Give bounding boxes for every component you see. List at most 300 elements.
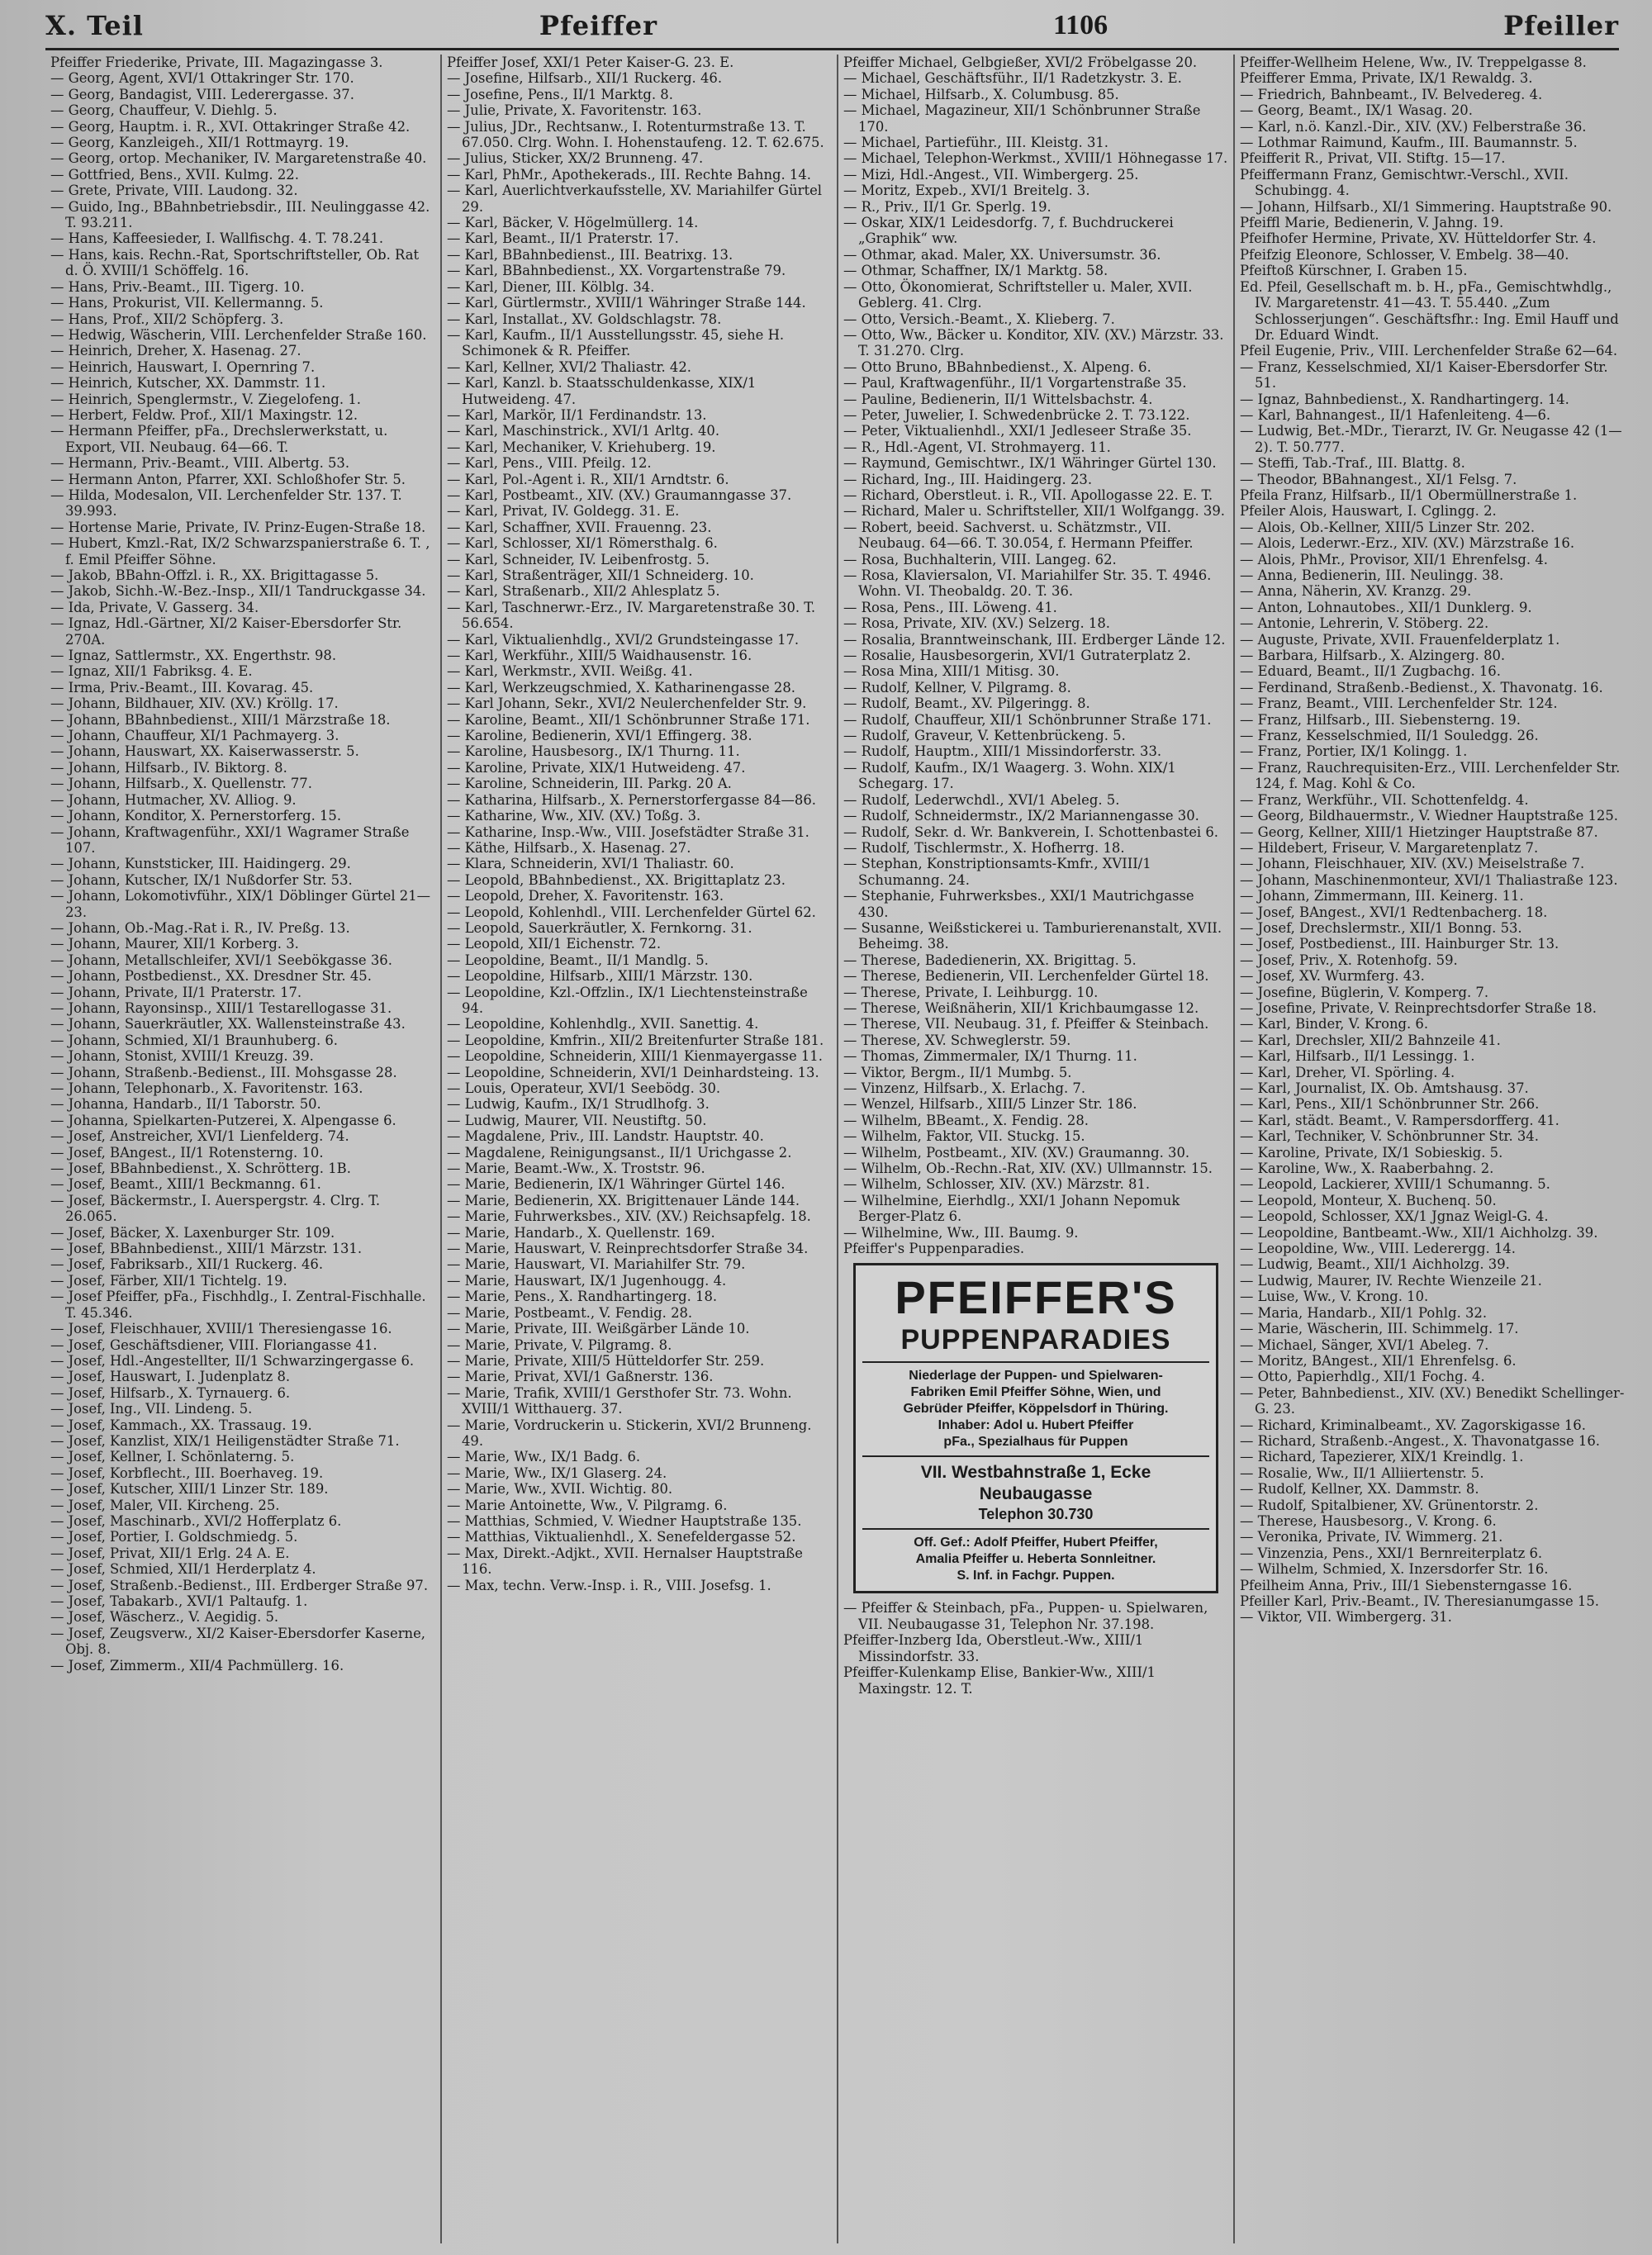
directory-entry: — Karl, Gürtlermstr., XVIII/1 Währinger Straße 144. (447, 295, 806, 311)
directory-entry: — Georg, Hauptm. i. R., XVI. Ottakringer Straße 42. (50, 118, 411, 135)
directory-entry: — Karl, Dreher, VI. Spörling. 4. (1240, 1064, 1455, 1080)
directory-entry: — Johann, Postbedienst., XX. Dresdner Str. 45. (50, 968, 372, 985)
directory-entry: — Hans, Prokurist, VII. Kellermanng. 5. (50, 295, 324, 311)
directory-entry: — Johann, Telephonarb., X. Favoritenstr. 163. (50, 1080, 363, 1096)
directory-entry: — Josef, Kellner, I. Schönlaterng. 5. (50, 1449, 295, 1465)
directory-entry: — Luise, Ww., V. Krong. 10. (1240, 1289, 1429, 1305)
directory-entry: — Othmar, Schaffner, IX/1 Marktg. 58. (843, 263, 1108, 279)
directory-entry: — Thomas, Zimmermaler, IX/1 Thurng. 11. (843, 1048, 1137, 1065)
directory-entry: Pfeiffer Michael, Gelbgießer, XVI/2 Fröbelgasse 20. (843, 55, 1198, 70)
directory-entry: — Julius, Sticker, XX/2 Brunneng. 47. (447, 150, 704, 167)
directory-entry: — Anton, Lohnautobes., XII/1 Dunklerg. 9. (1240, 599, 1532, 615)
directory-entry: — Mizi, Hdl.-Angest., VII. Wimbergerg. 25. (843, 166, 1139, 183)
directory-entry: — Leopoldine, Kmfrin., XII/2 Breitenfurter Straße 181. (447, 1032, 824, 1048)
directory-entry: — Josef, BAngest., XVI/1 Redtenbacherg. 18. (1240, 904, 1548, 920)
directory-entry: — Karoline, Ww., X. Raaberbahng. 2. (1240, 1161, 1494, 1177)
ad-line-3: Gebrüder Pfeiffer, Köppelsdorf in Thüring. (903, 1402, 1169, 1417)
directory-entry: — Josef, BBahnbedienst., XIII/1 Märzstr. 131. (50, 1241, 363, 1257)
directory-entry: — Johann, Straßenb.-Bedienst., III. Mohsgasse 28. (50, 1064, 397, 1080)
directory-entry: — Max, techn. Verw.-Insp. i. R., VIII. Josefsg. 1. (447, 1577, 771, 1593)
directory-entry: — Rudolf, Kellner, XX. Dammstr. 8. (1240, 1481, 1479, 1498)
directory-entry: — Therese, VII. Neubaug. 31, f. Pfeiffer & Steinbach. (843, 1016, 1209, 1033)
directory-entry: — Ignaz, Hdl.-Gärtner, XI/2 Kaiser-Ebersdorfer Str. 270A. (50, 615, 402, 648)
directory-entry: — Robert, beeid. Sachverst. u. Schätzmstr., VII. Neubaug. 64—66. T. 30.054, f. Hermann Pfeiffer. (843, 519, 1194, 552)
directory-entry: — Karl, Auerlichtverkaufsstelle, XV. Mariahilfer Gürtel 29. (447, 183, 823, 215)
directory-entry: — Johann, BBahnbedienst., XIII/1 Märzstraße 18. (50, 711, 391, 728)
directory-entry: — Karl, Techniker, V. Schönbrunner Str. 34. (1240, 1128, 1539, 1145)
directory-entry: — Karl, Maschinstrick., XVI/1 Arltg. 40. (447, 423, 720, 439)
column-3-after-ad (843, 1600, 1228, 1696)
directory-entry: — Johann, Schmied, XI/1 Braunhuberg. 6. (50, 1032, 339, 1048)
directory-entry: — Leopold, Sauerkräutler, X. Fernkorng. 31. (447, 919, 752, 936)
directory-entry: — Franz, Beamt., VIII. Lerchenfelder Str. 124. (1240, 695, 1558, 712)
directory-entry: — Marie Antoinette, Ww., V. Pilgramg. 6. (447, 1497, 728, 1513)
directory-entry: — Barbara, Hilfsarb., X. Alzingerg. 80. (1240, 648, 1506, 664)
directory-entry: — Vinzenzia, Pens., XXI/1 Bernreiterplatz 6. (1240, 1545, 1543, 1561)
directory-entry: — Josef, Anstreicher, XVI/1 Lienfelderg. 74. (50, 1128, 349, 1145)
column-3-entries (843, 55, 1228, 1256)
directory-entry: — Leopold, Lackierer, XVIII/1 Schumanng. 5. (1240, 1176, 1550, 1193)
directory-entry: — Paul, Kraftwagenführ., II/1 Vorgartenstraße 35. (843, 375, 1187, 392)
directory-entry: — Therese, Private, I. Leihburgg. 10. (843, 984, 1099, 1000)
directory-entry: — Moritz, Expeb., XVI/1 Breitelg. 3. (843, 183, 1090, 199)
ad-line-2: Fabriken Emil Pfeiffer Söhne, Wien, und (910, 1385, 1161, 1400)
directory-entry: — Karl, Hilfsarb., II/1 Lessingg. 1. (1240, 1048, 1475, 1065)
directory-entry: — Hans, kais. Rechn.-Rat, Sportschriftsteller, Ob. Rat d. Ö. XVIII/1 Schöffelg. 16. (50, 246, 420, 279)
directory-entry: — Heinrich, Kutscher, XX. Dammstr. 11. (50, 375, 326, 392)
directory-entry: — Josefine, Hilfsarb., XII/1 Ruckerg. 46. (447, 70, 723, 87)
directory-entry: — Karl, Werkmstr., XVII. Weißg. 41. (447, 663, 693, 680)
directory-entry: — Rosa, Private, XIV. (XV.) Selzerg. 18. (843, 615, 1110, 632)
directory-entry: — Ludwig, Maurer, VII. Neustiftg. 50. (447, 1112, 707, 1128)
header-rule (45, 48, 1619, 50)
directory-entry: — Johann, Lokomotivführ., XIX/1 Döblinger Gürtel 21—23. (50, 888, 431, 920)
directory-entry: — Josef, Straßenb.-Bedienst., III. Erdberger Straße 97. (50, 1577, 429, 1593)
directory-entry: — Ludwig, Maurer, IV. Rechte Wienzeile 21. (1240, 1272, 1542, 1289)
directory-entry: — Josef, Fabriksarb., XII/1 Ruckerg. 46. (50, 1256, 324, 1273)
directory-entry: — Leopoldine, Hilfsarb., XIII/1 Märzstr. 130. (447, 968, 753, 985)
ad-owners-3: S. Inf. in Fachgr. Puppen. (957, 1569, 1115, 1583)
ad-line-5: pFa., Spezialhaus für Puppen (943, 1435, 1128, 1450)
directory-entry: — Hans, Prof., XII/2 Schöpferg. 3. (50, 311, 284, 327)
directory-entry: — Grete, Private, VIII. Laudong. 32. (50, 183, 298, 199)
directory-entry: — Marie, Bedienerin, IX/1 Währinger Gürtel 146. (447, 1176, 786, 1193)
directory-entry: — Wilhelm, BBeamt., X. Fendig. 28. (843, 1112, 1089, 1128)
directory-entry: — Rudolf, Hauptm., XIII/1 Missindorferstr. 33. (843, 743, 1162, 760)
directory-entry: — Magdalene, Reinigungsanst., II/1 Urichgasse 2. (447, 1144, 792, 1161)
directory-entry: — Karl, BBahnbedienst., XX. Vorgartenstraße 79. (447, 263, 786, 279)
directory-entry: — Josef, Bäcker, X. Laxenburger Str. 109. (50, 1224, 335, 1241)
directory-entry: — Karl, Privat, IV. Goldegg. 31. E. (447, 503, 680, 520)
directory-entry: — Julius, JDr., Rechtsanw., I. Rotenturmstraße 13. T. 67.050. Clrg. Wohn. I. Hohenstaufeng. 12. T. 62.675. (447, 118, 824, 151)
directory-entry: — Richard, Tapezierer, XIX/1 Kreindlg. 1. (1240, 1449, 1524, 1465)
directory-entry: — Johanna, Spielkarten-Putzerei, X. Alpengasse 6. (50, 1112, 396, 1128)
column-2 (442, 55, 838, 2243)
directory-entry: — Karoline, Private, IX/1 Sobieskig. 5. (1240, 1144, 1503, 1161)
page-number: 1106 (1052, 10, 1108, 40)
directory-entry: — Johann, Hilfsarb., X. Quellenstr. 77. (50, 776, 312, 792)
directory-entry: — Hans, Priv.-Beamt., III. Tigerg. 10. (50, 278, 305, 295)
directory-entry: — Veronika, Private, IV. Wimmerg. 21. (1240, 1529, 1503, 1545)
directory-entry: — Karl, Drechsler, XII/2 Bahnzeile 41. (1240, 1032, 1501, 1048)
directory-entry: — Katharina, Hilfsarb., X. Pernerstorfergasse 84—86. (447, 791, 816, 808)
directory-entry: — Irma, Priv.-Beamt., III. Kovarag. 45. (50, 679, 314, 695)
directory-entry: — Josef, Hdl.-Angestellter, II/1 Schwarzingergasse 6. (50, 1352, 415, 1369)
directory-entry: — Karl, Schlosser, XI/1 Römersthalg. 6. (447, 535, 718, 552)
header-keyword-right: Pfeiller (1503, 10, 1619, 41)
directory-entry: — Rudolf, Lederwchdl., XVI/1 Abeleg. 5. (843, 791, 1120, 808)
directory-entry: — Marie, Private, V. Pilgramg. 8. (447, 1336, 672, 1353)
page-header (45, 7, 1619, 45)
directory-entry: — Karl, Pens., VIII. Pfeilg. 12. (447, 455, 652, 472)
directory-entry: — Marie, Ww., IX/1 Badg. 6. (447, 1449, 641, 1465)
directory-entry: — Karl, Markör, II/1 Ferdinandstr. 13. (447, 406, 707, 423)
directory-entry: — Wilhelm, Postbeamt., XIV. (XV.) Graumanng. 30. (843, 1144, 1190, 1161)
directory-entry: — Rudolf, Schneidermstr., IX/2 Mariannengasse 30. (843, 808, 1199, 824)
directory-entry: — Josef, BBahnbedienst., X. Schrötterg. 1B. (50, 1161, 351, 1177)
directory-entry: — Otto Bruno, BBahnbedienst., X. Alpeng. 6. (843, 358, 1151, 375)
directory-entry: — Johann, Kunststicker, III. Haidingerg. 29. (50, 856, 351, 872)
directory-entry: Pfeiffer-Wellheim Helene, Ww., IV. Treppelgasse 8. (1240, 55, 1587, 70)
directory-entry: Pfeilheim Anna, Priv., III/1 Siebensterngasse 16. (1240, 1577, 1573, 1593)
directory-entry: — Marie, Wäscherin, III. Schimmelg. 17. (1240, 1321, 1519, 1337)
directory-entry: — Maria, Handarb., XII/1 Pohlg. 32. (1240, 1304, 1488, 1321)
directory-entry: — Ignaz, Sattlermstr., XX. Engerthstr. 98. (50, 648, 337, 664)
directory-entry: — Johann, Metallschleifer, XVI/1 Seebökgasse 36. (50, 952, 392, 968)
directory-entry: — Josef, Zimmerm., XII/4 Pachmüllerg. 16. (50, 1657, 344, 1673)
directory-entry: — Michael, Hilfsarb., X. Columbusg. 85. (843, 86, 1119, 102)
directory-entry: — Marie, Vordruckerin u. Stickerin, XVI/2 Brunneng. 49. (447, 1417, 812, 1449)
directory-entry: — Therese, Hausbesorg., V. Krong. 6. (1240, 1512, 1497, 1529)
directory-entry: Pfeifzig Eleonore, Schlosser, V. Embelg. 38—40. (1240, 246, 1569, 263)
directory-entry: — Johann, Ob.-Mag.-Rat i. R., IV. Preßg. 13. (50, 919, 350, 936)
directory-entry: Pfeiller Karl, Priv.-Beamt., IV. Theresianumgasse 15. (1240, 1593, 1599, 1609)
directory-entry: — Rudolf, Chauffeur, XII/1 Schönbrunner Straße 171. (843, 711, 1212, 728)
directory-entry: — Johann, Kraftwagenführ., XXI/1 Wagramer Straße 107. (50, 824, 410, 856)
ad-owners-2: Amalia Pfeiffer u. Heberta Sonnleitner. (915, 1552, 1156, 1567)
directory-entry: — Karl, Kellner, XVI/2 Thaliastr. 42. (447, 358, 691, 375)
directory-entry: — Leopold, Schlosser, XX/1 Jgnaz Weigl-G. 4. (1240, 1208, 1549, 1225)
directory-entry: — Karl, Werkzeugschmied, X. Katharinengasse 28. (447, 679, 795, 695)
directory-entry: — Karl, BBahnbedienst., III. Beatrixg. 13. (447, 246, 733, 263)
directory-entry: — Georg, Bildhauermstr., V. Wiedner Hauptstraße 125. (1240, 808, 1618, 824)
directory-entry: — Raymund, Gemischtwr., IX/1 Währinger Gürtel 130. (843, 455, 1217, 472)
directory-entry: — Michael, Partieführ., III. Kleistg. 31. (843, 135, 1109, 151)
directory-entry: — Richard, Maler u. Schriftsteller, XII/1 Wolfgangg. 39. (843, 503, 1225, 520)
directory-entry: — Therese, Badedienerin, XX. Brigittag. 5. (843, 952, 1137, 968)
directory-entry: — Karl, Bäcker, V. Högelmüllerg. 14. (447, 215, 699, 231)
directory-entry: — Friedrich, Bahnbeamt., IV. Belvedereg. 4. (1240, 86, 1543, 102)
directory-entry: — Rosa, Buchhalterin, VIII. Langeg. 62. (843, 551, 1117, 567)
directory-entry: — Karoline, Private, XIX/1 Hutweideng. 47. (447, 759, 746, 776)
directory-entry: — Karl, Straßenträger, XII/1 Schneiderg. 10. (447, 567, 754, 583)
directory-entry: — Karl, Pol.-Agent i. R., XII/1 Arndtstr. 6. (447, 471, 729, 487)
ad-divider (862, 1361, 1209, 1363)
directory-entry: — Josef, Korbflecht., III. Boerhaveg. 19. (50, 1465, 324, 1481)
directory-entry: — Johann, Bildhauer, XIV. (XV.) Kröllg. 17. (50, 695, 339, 712)
directory-entry: — Josef, Tabakarb., XVI/1 Paltaufg. 1. (50, 1593, 308, 1609)
directory-entry: — Josefine, Büglerin, V. Komperg. 7. (1240, 984, 1489, 1000)
directory-entry: — Josef Pfeiffer, pFa., Fischhdlg., I. Zentral-Fischhalle. T. 45.346. (50, 1289, 426, 1321)
directory-entry: — Jakob, BBahn-Offzl. i. R., XX. Brigittagasse 5. (50, 567, 379, 583)
directory-entry: — Michael, Geschäftsführ., II/1 Radetzkystr. 3. E. (843, 70, 1182, 87)
directory-entry: — Josef, Bäckermstr., I. Auerspergstr. 4. Clrg. T. 26.065. (50, 1192, 381, 1225)
directory-entry: — Johann, Stonist, XVIII/1 Kreuzg. 39. (50, 1048, 314, 1065)
directory-entry: — Richard, Oberstleut. i. R., VII. Apollogasse 22. E. T. (843, 487, 1213, 503)
directory-entry: — Otto, Ökonomierat, Schriftsteller u. Maler, XVII. Geblerg. 41. Clrg. (843, 278, 1193, 311)
ad-line-4: Inhaber: Adol u. Hubert Pfeiffer (938, 1418, 1134, 1433)
directory-entry: — Rudolf, Kellner, V. Pilgramg. 8. (843, 679, 1071, 695)
directory-entry: — Josef, Drechslermstr., XII/1 Bonng. 53. (1240, 919, 1522, 936)
directory-entry: — Karl, Installat., XV. Goldschlagstr. 78. (447, 311, 722, 327)
directory-entry: — Pfeiffer & Steinbach, pFa., Puppen- u. Spielwaren, VII. Neubaugasse 31, Telephon Nr. 37.198. (843, 1600, 1208, 1632)
directory-entry: — Hedwig, Wäscherin, VIII. Lerchenfelder Straße 160. (50, 326, 427, 343)
directory-entry: — Ignaz, Bahnbedienst., X. Randhartingerg. 14. (1240, 391, 1569, 407)
directory-entry: — Josef, Kutscher, XIII/1 Linzer Str. 189. (50, 1481, 329, 1498)
directory-entry: — Moritz, BAngest., XII/1 Ehrenfelsg. 6. (1240, 1352, 1517, 1369)
directory-entry: — Leopoldine, Schneiderin, XVI/1 Deinhardsteing. 13. (447, 1064, 819, 1080)
directory-entry: — Johann, Hilfsarb., IV. Biktorg. 8. (50, 759, 287, 776)
directory-entry: — Franz, Hilfsarb., III. Siebensterng. 19. (1240, 711, 1521, 728)
directory-entry: — Richard, Ing., III. Haidingerg. 23. (843, 471, 1093, 487)
ad-line-1: Niederlage der Puppen- und Spielwaren- (909, 1369, 1163, 1384)
directory-entry: — Rudolf, Sekr. d. Wr. Bankverein, I. Schottenbastei 6. (843, 824, 1219, 840)
directory-entry: — Johann, Maurer, XII/1 Korberg. 3. (50, 936, 299, 952)
directory-entry: Pfeiffer's Puppenparadies. (843, 1241, 1025, 1257)
directory-entry: — Leopold, Kohlenhdl., VIII. Lerchenfelder Gürtel 62. (447, 904, 816, 920)
directory-entry: — Josef, Portier, I. Goldschmiedg. 5. (50, 1529, 298, 1545)
directory-entry: — Karl, PhMr., Apothekerads., III. Rechte Bahng. 14. (447, 166, 811, 183)
directory-entry: — Wilhelm, Ob.-Rechn.-Rat, XIV. (XV.) Ullmannstr. 15. (843, 1161, 1213, 1177)
directory-entry: — Rudolf, Graveur, V. Kettenbrückeng. 5. (843, 728, 1126, 744)
directory-entry: — Otto, Papierhdlg., XII/1 Fochg. 4. (1240, 1369, 1485, 1385)
directory-entry: — Rudolf, Spitalbiener, XV. Grünentorstr. 2. (1240, 1497, 1539, 1513)
directory-entry: — Georg, Kanzleigeh., XII/1 Rottmayrg. 19. (50, 135, 349, 151)
directory-entry: — Leopoldine, Schneiderin, XIII/1 Kienmayergasse 11. (447, 1048, 823, 1065)
directory-entry: — Franz, Kesselschmied, II/1 Souledgg. 26. (1240, 728, 1539, 744)
directory-entry: — Karoline, Beamt., XII/1 Schönbrunner Straße 171. (447, 711, 810, 728)
directory-entry: — Marie, Ww., IX/1 Glaserg. 24. (447, 1465, 667, 1481)
directory-entry: — Marie, Bedienerin, XX. Brigittenauer Lände 144. (447, 1192, 800, 1208)
ad-owners-1: Off. Gef.: Adolf Pfeiffer, Hubert Pfeiffer, (914, 1536, 1158, 1550)
columns (45, 55, 1631, 2243)
directory-entry: — Alois, PhMr., Provisor, XII/1 Ehrenfelsg. 4. (1240, 551, 1548, 567)
directory-entry: — Josef, Maschinarb., XVI/2 Hofferplatz 6. (50, 1512, 342, 1529)
ad-divider-3 (862, 1528, 1209, 1530)
directory-entry: — Lothmar Raimund, Kaufm., III. Baumannstr. 5. (1240, 135, 1578, 151)
directory-entry: — Rosalie, Ww., II/1 Alliiertenstr. 5. (1240, 1465, 1484, 1481)
directory-entry: Ed. Pfeil, Gesellschaft m. b. H., pFa., Gemischtwhdlg., IV. Margaretenstr. 41—43. T. 55.440. „Zum Schlosserjungen“. Geschäftsfhr.: Ing. Emil Hauff und Dr. Eduard Windt. (1240, 278, 1619, 343)
directory-entry: — Leopoldine, Ww., VIII. Lederergg. 14. (1240, 1241, 1516, 1257)
directory-entry: — Matthias, Viktualienhdl., X. Senefeldergasse 52. (447, 1529, 796, 1545)
directory-entry: Pfeiffer-Inzberg Ida, Oberstleut.-Ww., XIII/1 Missindorfstr. 33. (843, 1632, 1144, 1664)
directory-entry: — Katharine, Ww., XIV. (XV.) Toßg. 3. (447, 808, 701, 824)
directory-entry: — Josef, Geschäftsdiener, VIII. Floriangasse 41. (50, 1336, 377, 1353)
directory-entry: — Marie, Privat, XVI/1 Gaßnerstr. 136. (447, 1369, 714, 1385)
directory-entry: — Vinzenz, Hilfsarb., X. Erlachg. 7. (843, 1080, 1086, 1096)
directory-entry: — Marie, Beamt.-Ww., X. Troststr. 96. (447, 1161, 705, 1177)
directory-entry: — Herbert, Feldw. Prof., XII/1 Maxingstr. 12. (50, 406, 358, 423)
directory-entry: — Leopold, BBahnbedienst., XX. Brigittaplatz 23. (447, 871, 786, 888)
directory-entry: — Johann, Private, II/1 Praterstr. 17. (50, 984, 302, 1000)
directory-entry: Pfeifferer Emma, Private, IX/1 Rewaldg. 3. (1240, 70, 1533, 87)
directory-entry: — Stephanie, Fuhrwerksbes., XXI/1 Mautrichgasse 430. (843, 888, 1194, 920)
directory-entry: — Karl, Diener, III. Kölblg. 34. (447, 278, 655, 295)
directory-entry: — Karl, Journalist, IX. Ob. Amtshausg. 37. (1240, 1080, 1529, 1096)
directory-entry: — Ignaz, XII/1 Fabriksg. 4. E. (50, 663, 253, 680)
directory-entry: — Josefine, Pens., II/1 Marktg. 8. (447, 86, 673, 102)
directory-entry: — Therese, Weißnäherin, XII/1 Krichbaumgasse 12. (843, 999, 1199, 1016)
directory-entry: — Karl, Kaufm., II/1 Ausstellungsstr. 45, siehe H. Schimonek & R. Pfeiffer. (447, 326, 785, 359)
directory-entry: — Marie, Hauswart, VI. Mariahilfer Str. 79. (447, 1256, 746, 1273)
directory-entry: — R., Priv., II/1 Gr. Sperlg. 19. (843, 198, 1051, 215)
directory-entry: — Josef, Kammach., XX. Trassaug. 19. (50, 1417, 312, 1433)
directory-entry: — Richard, Kriminalbeamt., XV. Zagorskigasse 16. (1240, 1417, 1586, 1433)
directory-entry: — Karl, Beamt., II/1 Praterstr. 17. (447, 230, 679, 247)
directory-entry: — Rosalia, Branntweinschank, III. Erdberger Lände 12. (843, 631, 1226, 648)
directory-entry: — Franz, Werkführ., VII. Schottenfeldg. 4. (1240, 791, 1529, 808)
directory-entry: — Franz, Rauchrequisiten-Erz., VIII. Lerchenfelder Str. 124, f. Mag. Kohl & Co. (1240, 759, 1621, 792)
directory-entry: — Franz, Portier, IX/1 Kolingg. 1. (1240, 743, 1468, 760)
directory-entry: — Rosa, Klaviersalon, VI. Mariahilfer Str. 35. T. 4946. Wohn. VI. Theobaldg. 20. T. 36. (843, 567, 1212, 600)
directory-entry: — Viktor, Bergm., II/1 Mumbg. 5. (843, 1064, 1072, 1080)
directory-entry: — Karl, Viktualienhdlg., XVI/2 Grundsteingasse 17. (447, 631, 800, 648)
directory-entry: — Pauline, Bedienerin, II/1 Wittelsbachstr. 4. (843, 391, 1153, 407)
directory-entry: — Josef, Hilfsarb., X. Tyrnauerg. 6. (50, 1384, 291, 1401)
directory-entry: — Johann, Rayonsinsp., XIII/1 Testarellogasse 31. (50, 999, 392, 1016)
directory-entry: — Michael, Magazineur, XII/1 Schönbrunner Straße 170. (843, 102, 1201, 135)
directory-entry: — Josef, BAngest., II/1 Rotensterng. 10. (50, 1144, 324, 1161)
directory-entry: — Peter, Viktualienhdl., XXI/1 Jedleseer Straße 35. (843, 423, 1192, 439)
ad-title: PFEIFFER'S (895, 1271, 1177, 1324)
ad-divider-2 (862, 1455, 1209, 1457)
directory-entry: — Therese, XV. Schweglerstr. 59. (843, 1032, 1071, 1048)
directory-entry: Pfeiffer Josef, XXI/1 Peter Kaiser-G. 23. E. (447, 55, 734, 70)
directory-entry: — Josef, Maler, VII. Kircheng. 25. (50, 1497, 280, 1513)
directory-entry: — Georg, Kellner, XIII/1 Hietzinger Hauptstraße 87. (1240, 824, 1598, 840)
directory-entry: — Karl, Kanzl. b. Staatsschuldenkasse, XIX/1 Hutweideng. 47. (447, 375, 757, 407)
directory-entry: — Marie, Trafik, XVIII/1 Gersthofer Str. 73. Wohn. XVIII/1 Witthauerg. 37. (447, 1384, 792, 1417)
directory-entry: — Wilhelm, Schmied, X. Inzersdorfer Str. 16. (1240, 1561, 1549, 1578)
directory-entry: — Josef, Schmied, XII/1 Herderplatz 4. (50, 1561, 316, 1578)
directory-entry: — Richard, Straßenb.-Angest., X. Thavonatgasse 16. (1240, 1432, 1600, 1449)
directory-entry: — Hermann, Priv.-Beamt., VIII. Albertg. 53. (50, 455, 350, 472)
directory-entry: Pfeiftoß Kürschner, I. Graben 15. (1240, 263, 1468, 279)
directory-entry: — Peter, Juwelier, I. Schwedenbrücke 2. T. 73.122. (843, 406, 1190, 423)
directory-entry: — Marie, Private, III. Weißgärber Lände 10. (447, 1321, 750, 1337)
directory-entry: Pfeil Eugenie, Priv., VIII. Lerchenfelder Straße 62—64. (1240, 343, 1618, 359)
directory-entry: — Leopoldine, Kohlenhdlg., XVII. Sanettig. 4. (447, 1016, 759, 1033)
directory-entry: — Käthe, Hilfsarb., X. Hasenag. 27. (447, 839, 691, 856)
directory-entry: — Marie, Hauswart, V. Reinprechtsdorfer Straße 34. (447, 1241, 809, 1257)
directory-entry: — Hubert, Kmzl.-Rat, IX/2 Schwarzspanierstraße 6. T. , f. Emil Pfeiffer Söhne. (50, 535, 430, 567)
directory-entry: — Eduard, Beamt., II/1 Zugbachg. 16. (1240, 663, 1501, 680)
directory-entry: — Johann, Zimmermann, III. Keinerg. 11. (1240, 888, 1524, 904)
column-3 (838, 55, 1235, 2243)
section-label: X. Teil (45, 10, 144, 41)
directory-entry: — Leopoldine, Beamt., II/1 Mandlg. 5. (447, 952, 709, 968)
directory-entry: — Theodor, BBahnangest., XI/1 Felsg. 7. (1240, 471, 1517, 487)
directory-entry: — Karl, Werkführ., XIII/5 Waidhausenstr. 16. (447, 648, 752, 664)
directory-entry: — Rudolf, Beamt., XV. Pilgeringg. 8. (843, 695, 1090, 712)
directory-entry: — Peter, Bahnbedienst., XIV. (XV.) Benedikt Schellinger-G. 23. (1240, 1384, 1625, 1417)
advertisement-box (853, 1263, 1218, 1593)
directory-entry: — Josef, Färber, XII/1 Tichtelg. 19. (50, 1272, 287, 1289)
directory-entry: — Heinrich, Spenglermstr., V. Ziegelofeng. 1. (50, 391, 361, 407)
directory-entry: — Georg, Bandagist, VIII. Lederergasse. 37. (50, 86, 354, 102)
directory-entry: — Louis, Operateur, XVI/1 Seebödg. 30. (447, 1080, 721, 1096)
directory-entry: — Ludwig, Kaufm., IX/1 Strudlhofg. 3. (447, 1096, 710, 1113)
directory-entry: — Karoline, Schneiderin, III. Parkg. 20 A. (447, 776, 732, 792)
directory-entry: — Alois, Ob.-Kellner, XIII/5 Linzer Str. 202. (1240, 519, 1536, 535)
directory-entry: — Johann, Chauffeur, XI/1 Pachmayerg. 3. (50, 728, 339, 744)
directory-entry: — Leopold, Dreher, X. Favoritenstr. 163. (447, 888, 724, 904)
directory-entry: — Josef, Zeugsverw., XI/2 Kaiser-Ebersdorfer Kaserne, Obj. 8. (50, 1625, 425, 1658)
directory-entry: — Karl, Taschnerwr.-Erz., IV. Margaretenstraße 30. T. 56.654. (447, 599, 816, 632)
ad-address: VII. Westbahnstraße 1, Ecke Neubaugasse (920, 1463, 1151, 1504)
directory-entry: — Steffi, Tab.-Traf., III. Blattg. 8. (1240, 455, 1465, 472)
directory-entry: — Oskar, XIX/1 Leidesdorfg. 7, f. Buchdruckerei „Graphik“ ww. (843, 215, 1174, 247)
directory-entry: Pfeiffl Marie, Bedienerin, V. Jahng. 19. (1240, 215, 1504, 231)
directory-entry: — Georg, ortop. Mechaniker, IV. Margaretenstraße 40. (50, 150, 427, 167)
directory-entry: — Karl, n.ö. Kanzl.-Dir., XIV. (XV.) Felberstraße 36. (1240, 118, 1587, 135)
directory-entry: — Auguste, Private, XVII. Frauenfelderplatz 1. (1240, 631, 1560, 648)
directory-entry: — Therese, Bedienerin, VII. Lerchenfelder Gürtel 18. (843, 968, 1209, 985)
directory-entry: Pfeiffermann Franz, Gemischtwr.-Verschl., XVII. Schubingg. 4. (1240, 166, 1569, 199)
directory-entry: — Marie, Pens., X. Randhartingerg. 18. (447, 1289, 718, 1305)
directory-entry: — Wenzel, Hilfsarb., XIII/5 Linzer Str. 186. (843, 1096, 1137, 1113)
directory-entry: — Josef, XV. Wurmferg. 43. (1240, 968, 1425, 985)
directory-entry: — Michael, Telephon-Werkmst., XVIII/1 Höhnegasse 17. (843, 150, 1228, 167)
ad-subtitle: PUPPENPARADIES (900, 1324, 1171, 1356)
directory-entry: — Julie, Private, X. Favoritenstr. 163. (447, 102, 702, 119)
directory-entry: — Rosalie, Hausbesorgerin, XVI/1 Gutraterplatz 2. (843, 648, 1191, 664)
directory-entry: — Marie, Private, XIII/5 Hütteldorfer Str. 259. (447, 1352, 765, 1369)
directory-entry: Pfeiffer Friederike, Private, III. Magazingasse 3. (50, 55, 383, 70)
directory-entry: — Georg, Beamt., IX/1 Wasag. 20. (1240, 102, 1473, 119)
directory-entry: — Karl, Bahnangest., II/1 Hafenleiteng. 4—6. (1240, 406, 1551, 423)
directory-entry: — Otto, Versich.-Beamt., X. Klieberg. 7. (843, 311, 1115, 327)
directory-entry: — Wilhelmine, Eierhdlg., XXI/1 Johann Nepomuk Berger-Platz 6. (843, 1192, 1180, 1225)
header-keyword-left: Pfeiffer (539, 10, 657, 41)
directory-entry: — Leopold, Monteur, X. Buchenq. 50. (1240, 1192, 1497, 1208)
directory-entry: — Josef, Wäscherz., V. Aegidig. 5. (50, 1609, 279, 1626)
directory-entry: — Josef, Ing., VII. Lindeng. 5. (50, 1401, 253, 1417)
directory-entry: — Magdalene, Priv., III. Landstr. Hauptstr. 40. (447, 1128, 764, 1145)
directory-entry: — Karl, Binder, V. Krong. 6. (1240, 1016, 1429, 1033)
directory-entry: — Johann, Maschinenmonteur, XVI/1 Thaliastraße 123. (1240, 871, 1618, 888)
column-1 (45, 55, 442, 2243)
directory-entry: — Hermann Pfeiffer, pFa., Drechslerwerkstatt, u. Export, VII. Neubaug. 64—66. T. (50, 423, 388, 455)
directory-entry: — Ferdinand, Straßenb.-Bedienst., X. Thavonatg. 16. (1240, 679, 1603, 695)
directory-entry: — Josefine, Private, V. Reinprechtsdorfer Straße 18. (1240, 999, 1597, 1016)
directory-entry: — Karl, Pens., XII/1 Schönbrunner Str. 266. (1240, 1096, 1540, 1113)
directory-entry: Pfeifhofer Hermine, Private, XV. Hütteldorfer Str. 4. (1240, 230, 1597, 247)
directory-entry: — Johanna, Handarb., II/1 Taborstr. 50. (50, 1096, 321, 1113)
directory-entry: — Marie, Handarb., X. Quellenstr. 169. (447, 1224, 715, 1241)
directory-entry: — Ludwig, Bet.-MDr., Tierarzt, IV. Gr. Neugasse 42 (1—2). T. 50.777. (1240, 423, 1622, 455)
directory-entry: — Hermann Anton, Pfarrer, XXI. Schloßhofer Str. 5. (50, 471, 406, 487)
directory-entry: — Klara, Schneiderin, XVI/1 Thaliastr. 60. (447, 856, 734, 872)
column-4 (1235, 55, 1631, 2243)
directory-entry: — Josef, Beamt., XIII/1 Beckmanng. 61. (50, 1176, 321, 1193)
directory-entry: — Johann, Hutmacher, XV. Alliog. 9. (50, 791, 297, 808)
directory-entry: — Karl, Straßenarb., XII/2 Ahlesplatz 5. (447, 583, 720, 600)
directory-entry: — Wilhelm, Faktor, VII. Stuckg. 15. (843, 1128, 1085, 1145)
directory-entry: — Gottfried, Bens., XVII. Kulmg. 22. (50, 166, 299, 183)
directory-entry: — Ludwig, Beamt., XII/1 Aichholzg. 39. (1240, 1256, 1510, 1273)
directory-entry: — Otto, Ww., Bäcker u. Konditor, XIV. (XV.) Märzstr. 33. T. 31.270. Clrg. (843, 326, 1224, 359)
